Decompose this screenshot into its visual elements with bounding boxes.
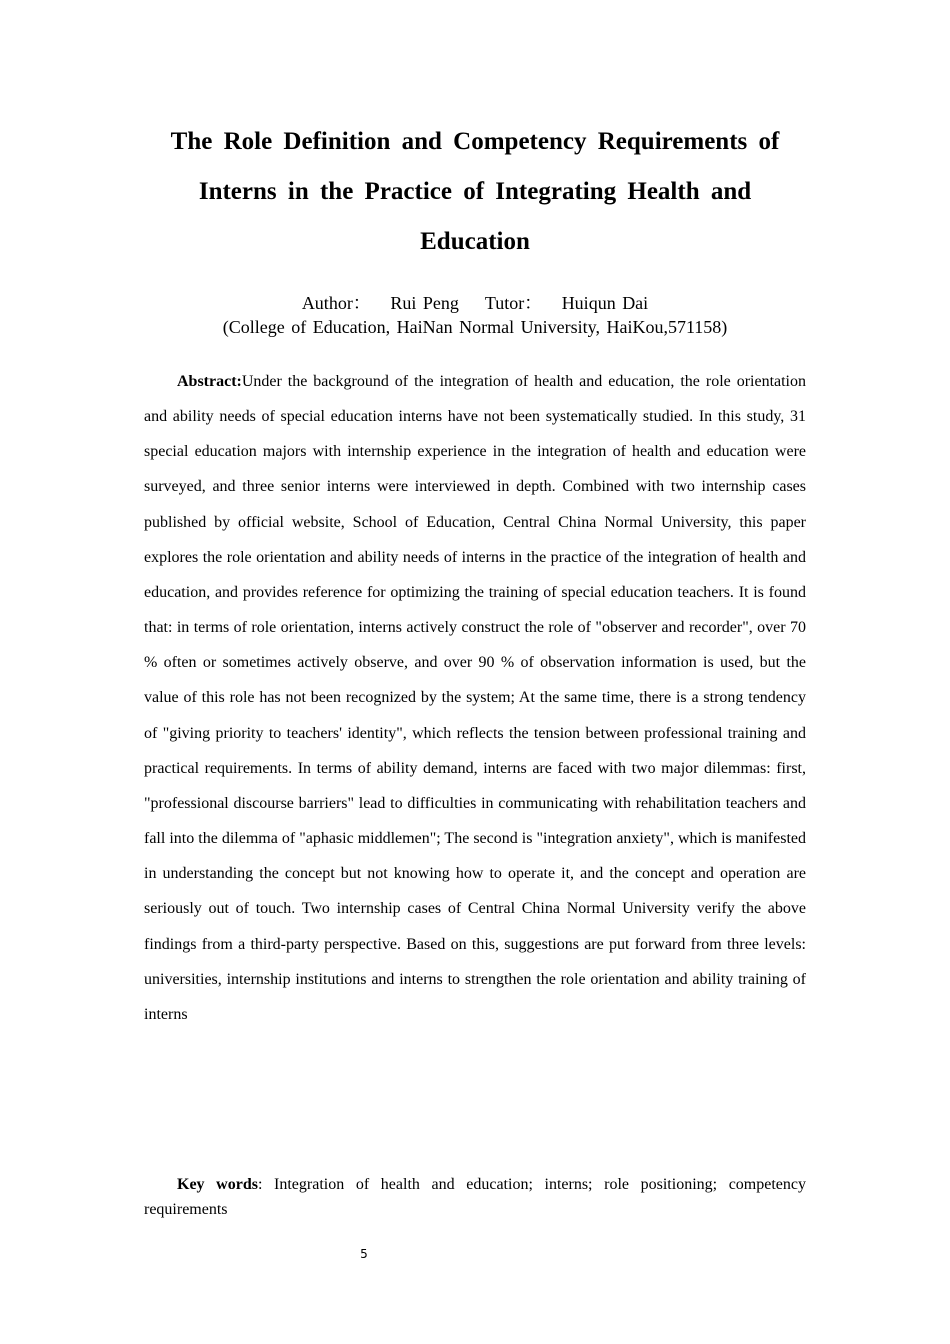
keywords-paragraph xyxy=(144,1172,806,1222)
author-label: Author： xyxy=(301,293,371,313)
paper-title xyxy=(150,117,800,267)
title-line-3: Education xyxy=(420,228,530,255)
title-line-2: Interns in the Practice of Integrating Health and xyxy=(198,178,752,205)
tutor-name: Huiqun Dai xyxy=(561,293,649,313)
abstract-label: Abstract: xyxy=(177,373,242,390)
abstract-paragraph xyxy=(144,364,806,1032)
author-name: Rui Peng xyxy=(390,293,459,313)
abstract-text: Under the background of the integration of health and education, the role orientation and ability needs of special education interns have not been systematically studied. In this study, 31 special education majors with internship experience in the integration of health and education were surveyed, and three senior interns were interviewed in depth. Combined with two internship cases published by official website, School of Education, Central China Normal University, this paper explores the role orientation and ability needs of interns in the practice of the integration of health and education, and provides reference for optimizing the training of special education teachers. It is found that: in terms of role orientation, interns actively construct the role of "observer and recorder", over 70 % often or sometimes actively observe, and over 90 % of observation information is used, but the value of this role has not been recognized by the system; At the same time, there is a strong tendency of "giving priority to teachers' identity", which reflects the tension between professional training and practical requirements. In terms of ability demand, interns are faced with two major dilemmas: first, "professional discourse barriers" lead to difficulties in communicating with rehabilitation teachers and fall into the dilemma of "aphasic middlemen"; The second is "integration anxiety", which is manifested in understanding the concept but not knowing how to operate it, and the concept and operation are seriously out of touch. Two internship cases of Central China Normal University verify the above findings from a third-party perspective. Based on this, suggestions are put forward from three levels: universities, internship institutions and interns to strengthen the role orientation and ability training of interns xyxy=(144,373,806,1023)
keywords-text: : Integration of health and education; interns; role positioning; competency requirements xyxy=(144,1176,806,1218)
title-line-1: The Role Definition and Competency Requirements of xyxy=(170,128,780,155)
tutor-label: Tutor： xyxy=(484,293,543,313)
affiliation: (College of Education, HaiNan Normal University, HaiKou,571158) xyxy=(222,317,728,337)
author-line xyxy=(0,291,950,315)
page-number: 5 xyxy=(360,1247,368,1261)
keywords-label: Key words xyxy=(177,1176,258,1193)
